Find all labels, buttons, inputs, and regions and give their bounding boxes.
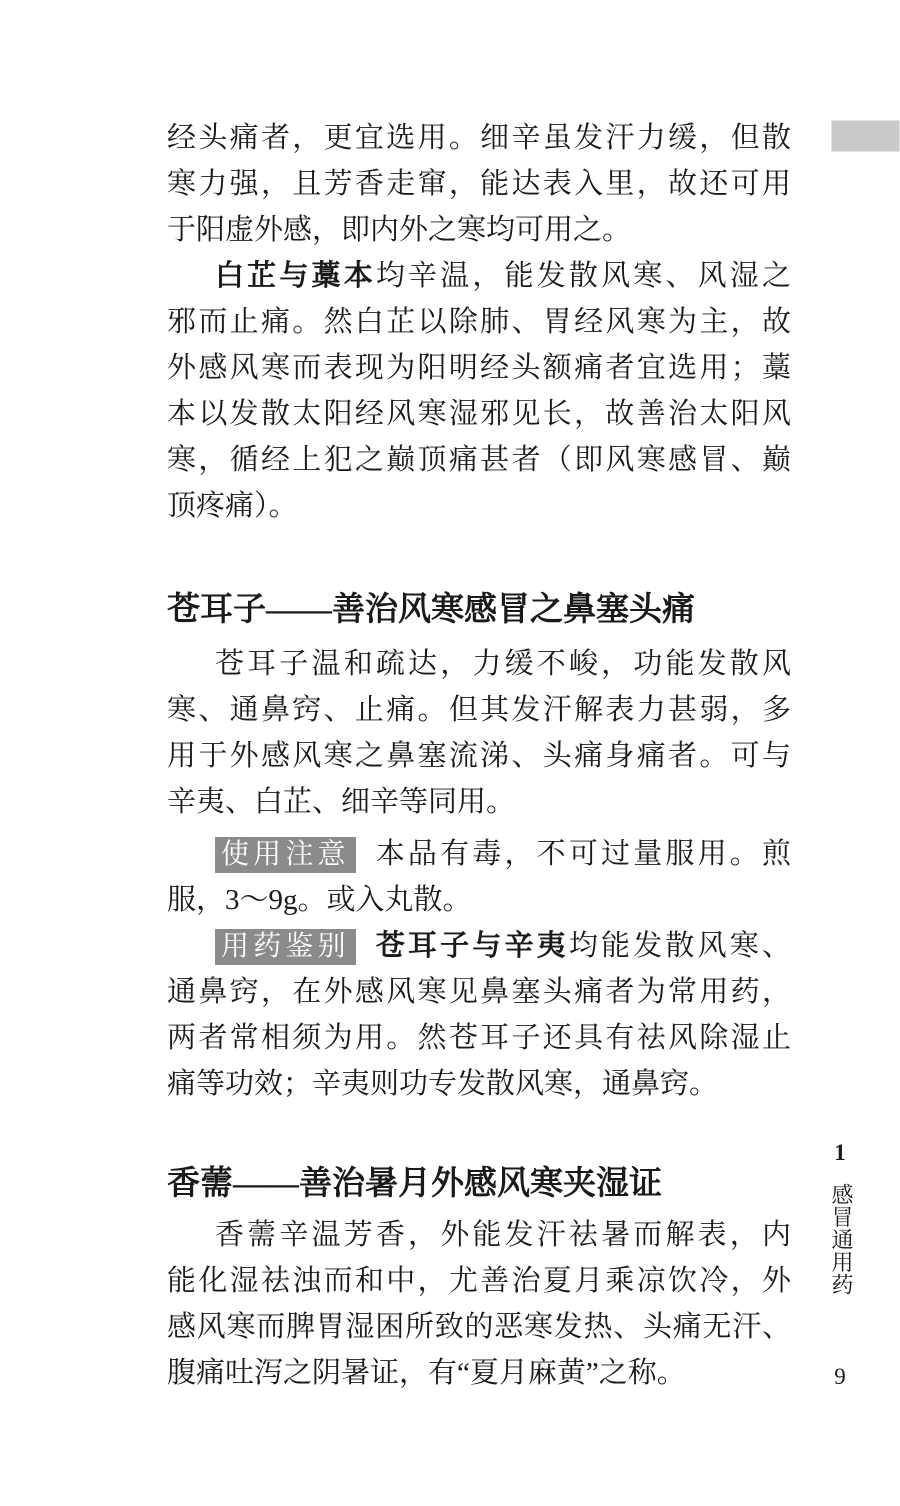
text-line: 苍耳子温和疏达，力缓不峻，功能发散风: [215, 648, 791, 680]
text-line: 经头痛者，更宜选用。细辛虽发汗力缓，但散: [167, 122, 791, 154]
text-line: 服，3～9g。或入丸散。: [167, 884, 472, 916]
text-line: 寒、通鼻窍、止痛。但其发汗解表力甚弱，多: [167, 694, 791, 726]
text-span: 均辛温，能发散风寒、风湿之: [375, 260, 791, 292]
text-line: 腹痛吐泻之阴暑证，有“夏月麻黄”之称。: [167, 1357, 686, 1389]
main-text-column: [167, 115, 791, 1396]
bold-drug-pair: 白芷与藁本: [215, 260, 376, 292]
text-line: 通鼻窍，在外感风寒见鼻塞头痛者为常用药，: [167, 976, 791, 1008]
page-edge-tab: [831, 120, 900, 152]
text-line: 辛夷、白芷、细辛等同用。: [167, 786, 516, 818]
text-line: 顶疼痛）。: [167, 490, 298, 522]
drug-discrimination-tag: 用药鉴别: [215, 929, 356, 965]
text-line: 本以发散太阳经风寒湿邪见长，故善治太阳风: [167, 398, 791, 430]
text-line: 两者常相须为用。然苍耳子还具有祛风除湿止: [167, 1022, 791, 1054]
text-line: 香薷辛温芳香，外能发汗祛暑而解表，内: [215, 1219, 791, 1251]
text-line: 于阳虚外感，即内外之寒均可用之。: [167, 214, 632, 246]
text-line: 外感风寒而表现为阳明经头额痛者宜选用；藁: [167, 352, 791, 384]
bold-drug-pair: 苍耳子与辛夷: [375, 930, 569, 962]
text-line: 感风寒而脾胃湿困所致的恶寒发热、头痛无汗、: [167, 1311, 791, 1343]
text-line: 邪而止痛。然白芷以除肺、胃经风寒为主，故: [167, 306, 791, 338]
page-number: 9: [834, 1364, 846, 1389]
text-span: 本品有毒，不可过量服用。煎: [375, 838, 791, 870]
section-heading-xiangru: 香薷——善治暑月外感风寒夹湿证: [167, 1166, 662, 1202]
section-heading-cangerzi: 苍耳子——善治风寒感冒之鼻塞头痛: [167, 592, 695, 628]
text-line: [167, 253, 791, 299]
text-line: 痛等功效；辛夷则功专发散风寒，通鼻窍。: [167, 1068, 719, 1100]
text-line: 寒，循经上犯之巅顶痛甚者（即风寒感冒、巅: [167, 444, 791, 476]
text-line: [167, 831, 791, 877]
text-line: 寒力强，且芳香走窜，能达表入里，故还可用: [167, 168, 791, 200]
chapter-number: 1: [834, 1140, 846, 1165]
text-line: 用于外感风寒之鼻塞流涕、头痛身痛者。可与: [167, 740, 791, 772]
text-line: [167, 923, 791, 969]
usage-note-tag: 使用注意: [215, 837, 356, 873]
text-span: 均能发散风寒、: [568, 930, 791, 962]
chapter-title-vertical: 感冒通用药: [829, 1183, 854, 1296]
text-line: 能化湿祛浊而和中，尤善治夏月乘凉饮冷，外: [167, 1265, 791, 1297]
